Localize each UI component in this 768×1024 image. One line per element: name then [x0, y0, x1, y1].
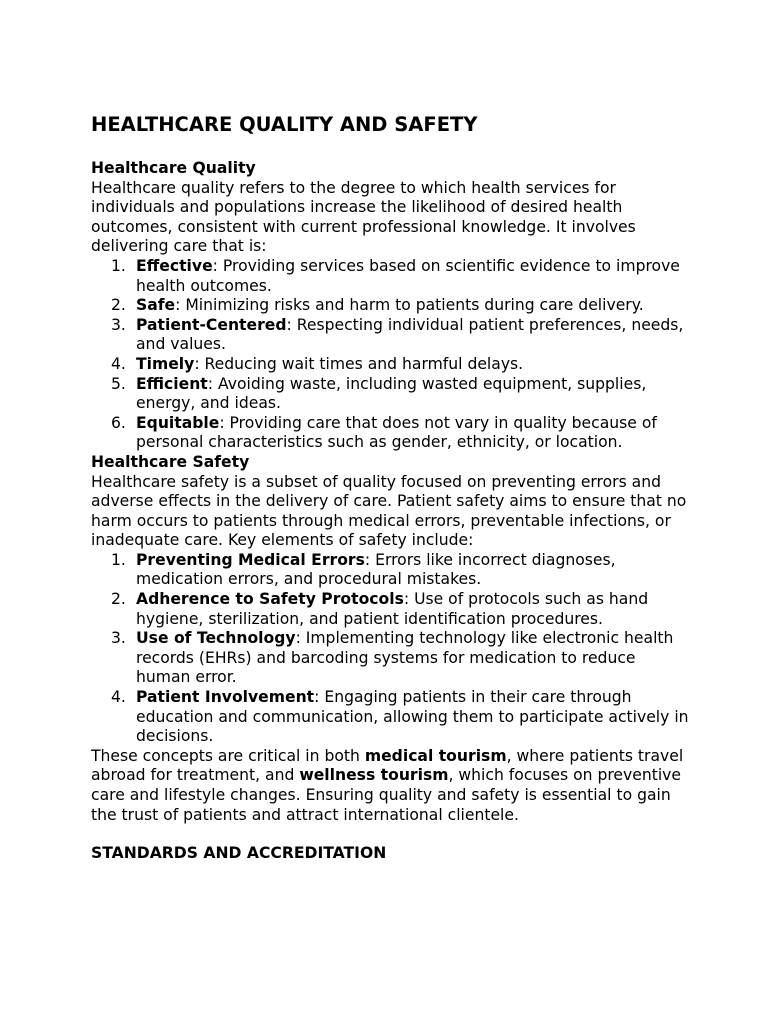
- list-number: 1.: [111, 550, 126, 569]
- list-text: : Providing services based on scientific evidence to improve health outcomes.: [136, 256, 680, 295]
- list-number: 1.: [111, 256, 126, 275]
- list-number: 6.: [111, 413, 126, 432]
- list-term: Effective: [136, 256, 213, 275]
- list-text: : Errors like incorrect diagnoses, medication errors, and procedural mistakes.: [136, 550, 616, 589]
- quality-intro: Healthcare quality refers to the degree to which health services for individuals and populations increase the likelihood of desired health outcomes, consistent with current professional knowledge. It involves delivering care that is:: [91, 178, 636, 256]
- list-text: : Avoiding waste, including wasted equipment, supplies, energy, and ideas.: [136, 374, 647, 413]
- document-page: [91, 113, 691, 864]
- list-item: [91, 629, 691, 688]
- list-number: 2.: [111, 590, 126, 609]
- list-item: [91, 375, 691, 414]
- list-number: 4.: [111, 354, 126, 373]
- list-text: : Providing care that does not vary in quality because of personal characteristics such as gender, ethnicity, or location.: [136, 413, 657, 452]
- list-text: : Reducing wait times and harmful delays.: [194, 354, 524, 373]
- closing-paragraph: [91, 747, 691, 825]
- list-number: 3.: [111, 315, 126, 334]
- list-term: Patient-Centered: [136, 315, 287, 334]
- list-term: Efficient: [136, 374, 208, 393]
- closing-bold-term: medical tourism: [364, 746, 507, 765]
- list-item: [91, 590, 691, 629]
- list-text: : Implementing technology like electronic health records (EHRs) and barcoding systems for medication to reduce human error.: [136, 629, 674, 687]
- quality-heading: Healthcare Quality: [91, 159, 256, 177]
- list-number: 4.: [111, 688, 126, 707]
- quality-list: [91, 257, 691, 453]
- next-section-heading: STANDARDS AND ACCREDITATION: [91, 844, 387, 863]
- document-title: HEALTHCARE QUALITY AND SAFETY: [91, 113, 478, 136]
- list-number: 5.: [111, 374, 126, 393]
- safety-list: [91, 551, 691, 747]
- list-item: [91, 316, 691, 355]
- list-term: Adherence to Safety Protocols: [136, 590, 404, 609]
- list-text: : Engaging patients in their care through education and communication, allowing them to participate actively in decisions.: [136, 688, 689, 746]
- closing-text: , which focuses on preventive care and lifestyle changes. Ensuring quality and safety is essential to gain the trust of patients and attract international clientele.: [91, 766, 681, 824]
- list-term: Patient Involvement: [136, 688, 315, 707]
- list-item: [91, 688, 691, 747]
- list-term: Timely: [136, 354, 195, 373]
- list-item: [91, 355, 691, 375]
- list-text: : Minimizing risks and harm to patients during care delivery.: [175, 296, 644, 315]
- closing-text: , where patients travel abroad for treatment, and: [91, 746, 684, 785]
- safety-intro: Healthcare safety is a subset of quality focused on preventing errors and adverse effects in the delivery of care. Patient safety aims to ensure that no harm occurs to patients through medical errors, preventable infections, or inadequate care. Key elements of safety include:: [91, 472, 687, 550]
- safety-heading: Healthcare Safety: [91, 452, 250, 471]
- list-number: 3.: [111, 629, 126, 648]
- list-term: Use of Technology: [136, 629, 296, 648]
- list-item: [91, 551, 691, 590]
- list-term: Safe: [136, 296, 176, 315]
- list-item: [91, 414, 691, 453]
- closing-bold-term: wellness tourism: [299, 766, 449, 785]
- list-item: [91, 257, 691, 296]
- list-text: : Use of protocols such as hand hygiene, sterilization, and patient identification procedures.: [136, 590, 649, 628]
- list-text: : Respecting individual patient preferences, needs, and values.: [136, 315, 684, 354]
- list-term: Preventing Medical Errors: [136, 550, 365, 569]
- list-number: 2.: [111, 296, 126, 315]
- closing-text: These concepts are critical in both: [91, 746, 365, 765]
- list-item: [91, 296, 691, 316]
- list-term: Equitable: [136, 413, 220, 432]
